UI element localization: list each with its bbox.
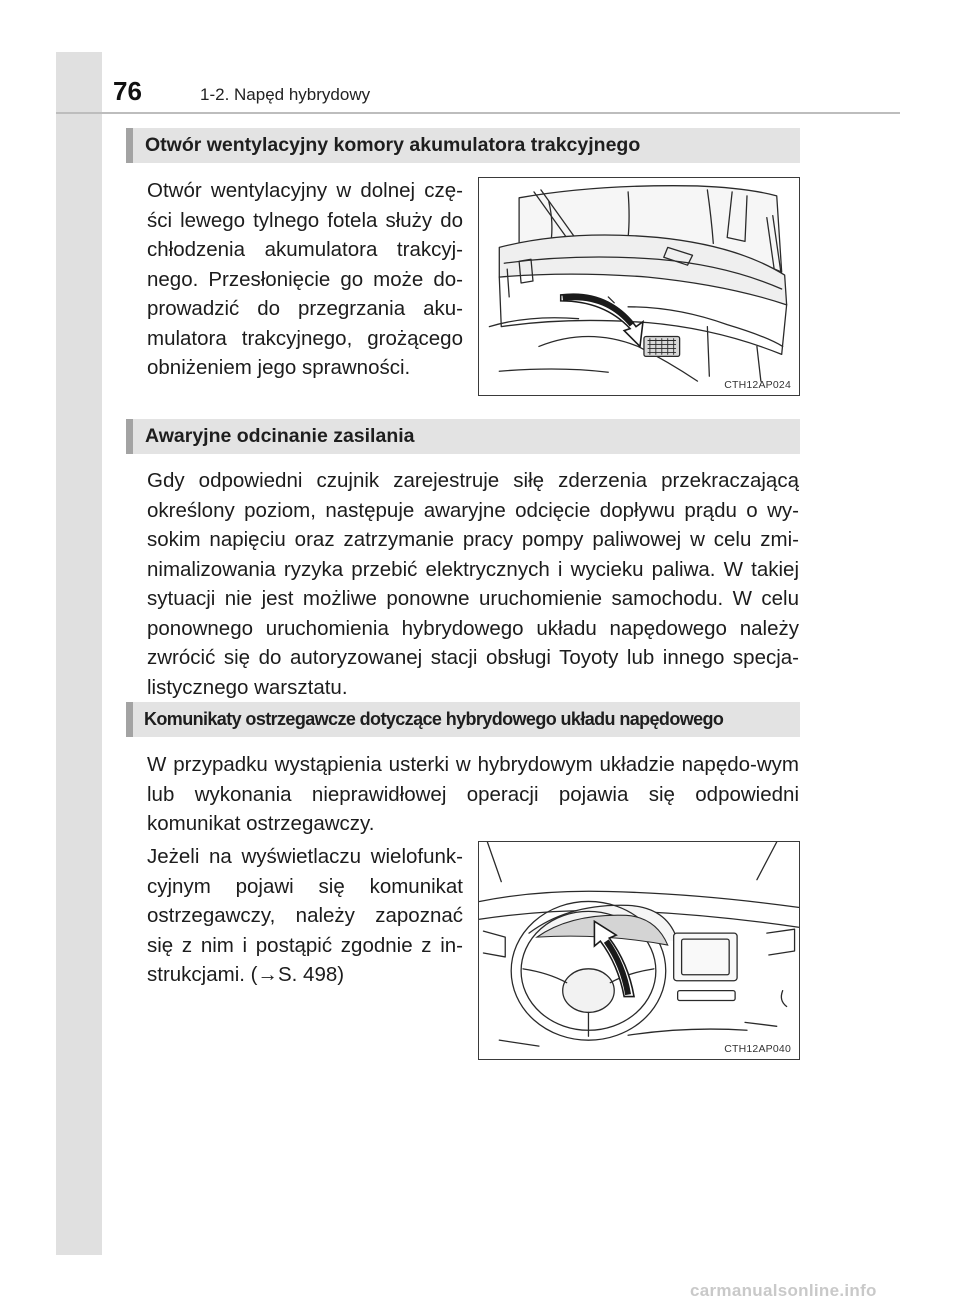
dashboard-drawing <box>479 842 799 1059</box>
section-heading-emergency-cutoff: Awaryjne odcinanie zasilania <box>126 419 800 454</box>
running-header: 1-2. Napęd hybrydowy <box>200 85 371 104</box>
dashboard-display-illustration <box>478 841 800 1060</box>
side-strip <box>56 52 102 1255</box>
page-number: 76 <box>113 76 142 106</box>
header-divider <box>56 112 900 114</box>
rear-seat-vent-illustration <box>478 177 800 396</box>
section-heading-warning-messages: Komunikaty ostrzegawcze dotyczące hybrydowego układu napędowego <box>126 702 800 737</box>
footer-watermark: carmanualsonline.info <box>690 1281 877 1300</box>
warning-messages-paragraph: W przypadku wystąpienia usterki w hybrydowym układzie napędo-wym lub wykonania nieprawidłowej operacji pojawia się odpowiedni komunikat ostrzegawczy. <box>147 753 799 835</box>
emergency-cutoff-paragraph: Gdy odpowiedni czujnik zarejestruje siłę zderzenia przekraczającą określony poziom, następuje awaryjne odcięcie dopływu prądu o wy-sokim napięciu oraz zatrzymanie pracy pompy paliwowej w celu zmi-nimalizowania ryzyka przebić elektrycznych i wycieku paliwa. W takiej sytuacji nie jest możliwe ponowne uruchomienie samochodu. W celu ponownego uruchomienia hybrydowego układu napędowego należy zwrócić się do autoryzowanej stacji obsługi Toyoty lub innego specja-listycznego warsztatu. <box>147 469 799 699</box>
figure-code: CTH12AP024 <box>724 379 791 391</box>
figure-code: CTH12AP040 <box>724 1043 791 1055</box>
rear-seat-drawing <box>479 178 799 395</box>
warning-instructions-paragraph: Jeżeli na wyświetlaczu wielofunk-cyjnym pojawi się komunikat ostrzegawczy, należy zapoznać się z nim i postąpić zgodnie z in-strukcjami. (→S. 498) <box>147 845 463 986</box>
ventilation-paragraph: Otwór wentylacyjny w dolnej czę-ści lewego tylnego fotela służy do chłodzenia akumulatora trakcyj-nego. Przesłonięcie go może do-prowadzić do przegrzania aku-mulatora trakcyjnego, grożącego obniżeniem jego sprawności. <box>147 179 463 379</box>
section-heading-ventilation: Otwór wentylacyjny komory akumulatora trakcyjnego <box>126 128 800 163</box>
